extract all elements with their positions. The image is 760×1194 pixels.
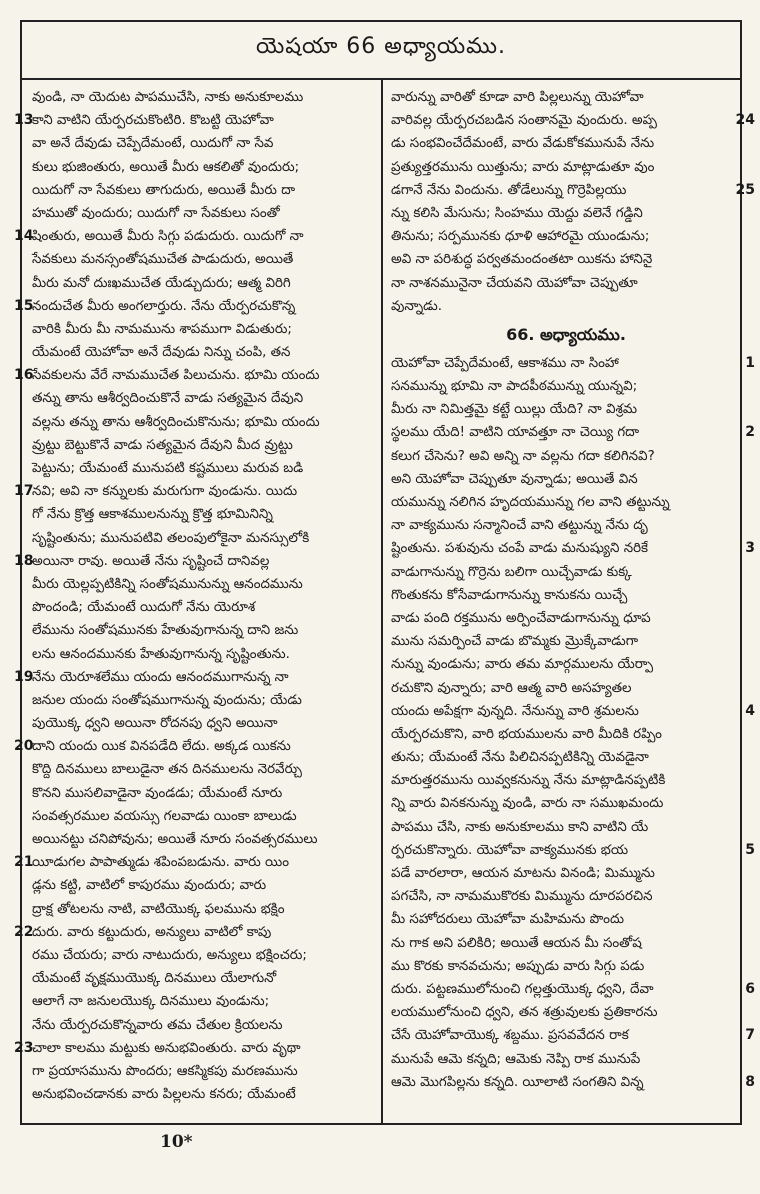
text-line bbox=[391, 537, 755, 560]
line-text: నేను యెరూశలేము యందు ఆనందముగానున్న నా bbox=[32, 669, 289, 685]
verse-number: 13 bbox=[14, 112, 34, 129]
text-line bbox=[391, 352, 755, 375]
text-line bbox=[14, 550, 378, 573]
verse-number: 4 bbox=[745, 702, 755, 719]
scripture-page bbox=[14, 20, 755, 1160]
text-line bbox=[391, 792, 741, 815]
text-line bbox=[28, 202, 378, 225]
text-line bbox=[391, 132, 741, 155]
line-text: పగచేసి, నా నామముకొరకు మిమ్మును దూరపరచిన bbox=[391, 889, 653, 905]
line-text: నేను యేర్పరచుకొన్నవారు తమ చేతుల క్రియలను bbox=[32, 1017, 283, 1033]
text-line bbox=[391, 932, 741, 955]
text-line bbox=[28, 179, 378, 202]
line-text: అయినా రావు. అయితే నేను సృష్టించే దానివల్ల bbox=[32, 553, 270, 569]
line-text: మారుత్తరమును యివ్వకనున్ను నేను మాట్లాడినప్పటికి bbox=[391, 773, 666, 789]
line-text: పొందండి; యేమంటే యిదుగో నేను యెరూశ bbox=[32, 600, 256, 616]
line-text: వాడు పంది రక్తమును అర్పించేవాడుగానున్ను ధూప bbox=[391, 610, 651, 626]
line-text: గో నేను క్రొత్త ఆకాశములనున్ను క్రొత్త భూమినిన్ని bbox=[32, 507, 273, 523]
text-line bbox=[391, 491, 741, 514]
verse-number: 8 bbox=[745, 1073, 755, 1090]
text-line bbox=[28, 86, 378, 109]
right-column-bottom bbox=[391, 352, 755, 1094]
line-text: పుయొక్క ధ్వని అయినా రోదనపు ధ్వని అయినా bbox=[32, 716, 278, 732]
text-line bbox=[14, 295, 378, 318]
line-text: సృష్టింతును; మునుపటివి తలంపులోకైనా మనస్సులోకి bbox=[32, 530, 310, 546]
line-text: దురు. పట్టణములోనుంచి గల్లత్తుయొక్క ధ్వని, దేవా bbox=[391, 981, 654, 997]
text-line bbox=[391, 746, 741, 769]
line-text: కొనని ముసలివాడైనా వుండడు; యేమంటే నూరు bbox=[32, 785, 283, 801]
verse-number: 5 bbox=[745, 841, 755, 858]
text-line bbox=[14, 921, 378, 944]
line-text: తును; యేమంటే నేను పిలిచినప్పటికిన్ని యెవడైనా bbox=[391, 750, 649, 766]
line-text: లయములోనుంచి ధ్వని, తన శత్రువులకు ప్రతికారను bbox=[391, 1005, 658, 1021]
line-text: వారివల్ల యేర్పరచబడిన సంతానమై వుందురు. అప్ప bbox=[391, 113, 657, 129]
text-line bbox=[14, 364, 378, 387]
text-line bbox=[28, 758, 378, 781]
line-text: డగానే నేను విందును. తోడేలున్ను గొర్రెపిల్లయు bbox=[391, 182, 627, 198]
text-line bbox=[391, 955, 741, 978]
line-text: సేవకులను వేరే నామముచేత పిలుచును. భూమి యందు bbox=[32, 368, 320, 384]
text-line bbox=[391, 202, 741, 225]
line-text: యేర్పరచుకొని, వారి భయములను వారి మీదికి రప్పిం bbox=[391, 726, 662, 742]
line-text: అవి నా పరిశుద్ధ పర్వతమందంతటా యికను హానినై bbox=[391, 252, 653, 268]
line-text: యందు అపేక్షగా వున్నది. నేనున్ను వారి శ్రమలను bbox=[391, 703, 639, 719]
text-line bbox=[391, 816, 741, 839]
line-text: యెహోవా చెప్పేదేమంటే, ఆకాశము నా సింహా bbox=[391, 355, 619, 371]
text-line bbox=[14, 109, 378, 132]
text-line bbox=[391, 561, 741, 584]
line-text: అయినట్టు చనిపోవును; అయితే నూరు సంవత్సరములు bbox=[32, 832, 318, 847]
text-line bbox=[391, 421, 755, 444]
text-line bbox=[391, 1024, 755, 1047]
line-text: ఆమె మొగపిల్లను కన్నది. యీలాటి సంగతిని విన్న bbox=[391, 1074, 644, 1090]
line-text: దురు. వారు కట్టుదురు, అన్యులు వాటిలో కాపు bbox=[32, 924, 272, 940]
text-line bbox=[391, 272, 741, 295]
text-line bbox=[28, 874, 378, 897]
text-line bbox=[391, 375, 741, 398]
line-text: వల్లను తన్ను తాను ఆశీర్వదించుకొనును; భూమి యందు bbox=[32, 414, 320, 430]
text-line bbox=[28, 712, 378, 735]
text-line bbox=[391, 468, 741, 491]
line-text: సనమున్ను భూమి నా పాదపీఠమున్ను యున్నవి; bbox=[391, 379, 638, 395]
line-text: అని యెహోవా చెప్పుతూ వున్నాడు; అయితే విన bbox=[391, 471, 638, 487]
verse-number: 23 bbox=[14, 1039, 34, 1056]
line-text: గా ప్రయాసమును పొందరు; ఆకస్మికపు మరణమును bbox=[32, 1063, 298, 1079]
left-column bbox=[14, 86, 378, 1106]
text-line bbox=[28, 782, 378, 805]
line-text: ద్రాక్ష తోటలను నాటి, వాటియొక్క ఫలమును భక్షిం bbox=[32, 901, 285, 917]
line-text: తన్ను తాను ఆశీర్వదించుకొనే వాడు సత్యమైన దేవుని bbox=[32, 391, 304, 407]
text-line bbox=[391, 723, 741, 746]
line-text: ను గాక అని పలికిరి; అయితే ఆయన మీ సంతోష bbox=[391, 935, 642, 951]
text-line bbox=[28, 132, 378, 155]
text-line bbox=[28, 411, 378, 434]
text-line bbox=[28, 619, 378, 642]
line-text: పాపము చేసి, నాకు అనుకూలము కాని వాటిని యే bbox=[391, 819, 649, 835]
line-text: నా వాక్యమును సన్మానించే వాని తట్టున్ను నేను దృ bbox=[391, 518, 648, 534]
line-text: వున్నాడు. bbox=[391, 298, 442, 314]
text-line bbox=[14, 851, 378, 874]
text-line bbox=[391, 769, 741, 792]
line-text: డ్లను కట్టి, వాటిలో కాపురము వుందురు; వారు bbox=[32, 878, 267, 894]
text-line bbox=[28, 1014, 378, 1037]
text-line bbox=[391, 109, 755, 132]
line-text: అనుభవించడానకు వారు పిల్లలను కనరు; యేమంటే bbox=[32, 1087, 296, 1103]
text-line bbox=[391, 839, 755, 862]
verse-number: 22 bbox=[14, 923, 34, 940]
line-text: షింతురు, అయితే మీరు సిగ్గు పడుదురు. యిదుగో నా bbox=[32, 229, 304, 245]
line-text: వా అనే దేవుడు చెప్పేదేమంటే, యిదుగో నా సేవ bbox=[32, 136, 274, 152]
line-text: సేవకులు మనస్సంతోషముచేత పాడుదురు, అయితే bbox=[32, 252, 294, 268]
line-text: వారున్ను వారితో కూడా వారి పిల్లలున్ను యెహోవా bbox=[391, 90, 644, 105]
line-text: ఆలాగే నా జనులయొక్క దినములు వుండును; bbox=[32, 994, 270, 1010]
text-line bbox=[391, 445, 741, 468]
text-line bbox=[391, 1048, 741, 1071]
text-line bbox=[14, 735, 378, 758]
line-text: నందుచేత మీరు అంగలార్తురు. నేను యేర్పరచుకొన్న bbox=[32, 298, 296, 314]
text-line bbox=[391, 885, 741, 908]
line-text: పడే వారలారా, ఆయన మాటను వినండి; మిమ్మును bbox=[391, 866, 655, 881]
text-line bbox=[28, 828, 378, 851]
text-line bbox=[28, 967, 378, 990]
verse-number: 15 bbox=[14, 297, 34, 314]
text-line bbox=[28, 990, 378, 1013]
verse-number: 20 bbox=[14, 738, 34, 755]
text-line bbox=[28, 1083, 378, 1106]
text-line bbox=[28, 596, 378, 619]
text-line bbox=[28, 248, 378, 271]
text-line bbox=[391, 225, 741, 248]
right-column-top bbox=[391, 86, 755, 318]
line-text: ప్రత్యుత్తరమును యిత్తును; వారు మాట్లాడుతూ వుం bbox=[391, 159, 655, 175]
text-line bbox=[391, 653, 741, 676]
text-line bbox=[391, 86, 741, 109]
verse-number: 21 bbox=[14, 854, 34, 871]
verse-number: 19 bbox=[14, 668, 34, 685]
verse-number: 16 bbox=[14, 367, 34, 384]
text-line bbox=[391, 295, 741, 318]
text-line bbox=[28, 689, 378, 712]
text-line bbox=[28, 643, 378, 666]
text-line bbox=[391, 700, 755, 723]
text-line bbox=[391, 908, 741, 931]
line-text: హముతో వుందురు; యిదుగో నా సేవకులు సంతో bbox=[32, 205, 280, 221]
text-line bbox=[391, 398, 741, 421]
text-line bbox=[391, 1071, 755, 1094]
text-line bbox=[28, 527, 378, 550]
text-line bbox=[28, 944, 378, 967]
text-line bbox=[391, 1001, 741, 1024]
line-text: స్థలము యేది! వాటిని యావత్తూ నా చెయ్యి గదా bbox=[391, 425, 640, 441]
line-text: పెట్టును; యేమంటే మునుపటి కష్టములు మరువ బడి bbox=[32, 461, 304, 476]
line-text: దాని యందు యిక వినపడేది లేదు. అక్కడ యికను bbox=[32, 739, 291, 755]
line-text: కొద్ది దినములు బాలుడైనా తన దినములను నెరవేర్చు bbox=[32, 762, 302, 778]
text-line bbox=[391, 248, 741, 271]
verse-number: 25 bbox=[735, 181, 755, 198]
line-text: మీరు యెల్లప్పటికిన్ని సంతోషమునున్ను ఆనందమును bbox=[32, 576, 303, 592]
line-text: న్ను కలిసి మేసును; సింహము యెద్దు వలెనే గడ్డిని bbox=[391, 205, 643, 221]
text-line bbox=[14, 666, 378, 689]
line-text: డు సంభవించేదేమంటే, వారు వేడుకోకమునుపే నేను bbox=[391, 136, 655, 152]
line-text: సంవత్సరముల వయస్సు గలవాడు యింకా బాలుడు bbox=[32, 808, 297, 824]
line-text: వుండి, నా యెదుట పాపముచేసి, నాకు అనుకూలము bbox=[32, 90, 304, 105]
line-text: నవి; అవి నా కన్నులకు మరుగుగా వుండును. యిదు bbox=[32, 484, 298, 500]
text-line bbox=[391, 978, 755, 1001]
verse-number: 6 bbox=[745, 980, 755, 997]
text-line bbox=[28, 898, 378, 921]
line-text: వ్రుట్టు బెట్టుకొనే వాడు సత్యమైన దేవుని మీద వ్రుట్టు bbox=[32, 437, 293, 453]
text-line bbox=[28, 573, 378, 596]
line-text: యేమంటే యెహోవా అనే దేవుడు నిన్ను చంపి, తన bbox=[32, 345, 291, 361]
text-line bbox=[28, 1060, 378, 1083]
line-text: ర్పరచుకొన్నారు. యెహోవా వాక్యమునకు భయ bbox=[391, 842, 629, 858]
text-line bbox=[391, 514, 741, 537]
text-line bbox=[28, 156, 378, 179]
text-line bbox=[14, 225, 378, 248]
text-line bbox=[28, 503, 378, 526]
right-column bbox=[391, 86, 755, 1094]
line-text: జనుల యందు సంతోషముగానున్న వుందును; యేడు bbox=[32, 692, 302, 708]
column-divider bbox=[381, 80, 383, 1125]
chapter-heading: 66. అధ్యాయము. bbox=[506, 324, 626, 344]
line-text: నున్ను వుండును; వారు తమ మార్గములను యేర్పా bbox=[391, 657, 654, 673]
line-text: చాలా కాలము మట్టుకు అనుభవింతురు. వారు వృథా bbox=[32, 1040, 301, 1056]
line-text: న్ని వారు వినకనున్ను వుండి, వారు నా సముఖమందు bbox=[391, 796, 664, 812]
line-text: కలుగ చేసెను? అవి అన్ని నా వల్లను గదా కలిగినవి? bbox=[391, 448, 655, 464]
verse-number: 14 bbox=[14, 228, 34, 245]
text-line bbox=[391, 584, 741, 607]
line-text: రము చేయరు; వారు నాటుదురు, అన్యులు భక్షించరు; bbox=[32, 947, 307, 963]
verse-number: 24 bbox=[735, 112, 755, 129]
verse-number: 2 bbox=[745, 424, 755, 441]
line-text: యమున్ను నలిగిన హృదయమున్ను గల వాని తట్టున్ను bbox=[391, 495, 670, 510]
line-text: ము కొరకు కానవచును; అప్పుడు వారు సిగ్గు పడు bbox=[391, 958, 645, 974]
line-text: కాని వాటిని యేర్పరచుకొంటిరి. కొబట్టి యెహోవా bbox=[32, 113, 274, 129]
verse-number: 7 bbox=[745, 1027, 755, 1044]
verse-number: 1 bbox=[745, 354, 755, 371]
line-text: లేమును సంతోషమునకు హేతువుగానున్న దాని జను bbox=[32, 623, 299, 639]
line-text: ష్టింతును. పశువును చంపే వాడు మనుష్యుని నరికే bbox=[391, 541, 649, 557]
text-line bbox=[14, 1037, 378, 1060]
text-line bbox=[28, 318, 378, 341]
line-text: మునుపే ఆమె కన్నది; ఆమెకు నెప్పి రాక మునుపే bbox=[391, 1051, 641, 1067]
line-text: యీడుగల పాపాత్ముడు శపింపబడును. వారు యిం bbox=[32, 855, 290, 871]
verse-number: 17 bbox=[14, 483, 34, 500]
verse-number: 18 bbox=[14, 552, 34, 569]
line-text: నా నాశనమునైనా చేయవని యెహోవా చెప్పుతూ bbox=[391, 275, 638, 291]
text-line bbox=[28, 457, 378, 480]
line-text: కులు భుజింతురు, అయితే మీరు ఆకలితో వుందురు; bbox=[32, 159, 300, 175]
text-line bbox=[391, 677, 741, 700]
text-line bbox=[14, 480, 378, 503]
text-line bbox=[28, 341, 378, 364]
verse-number: 3 bbox=[745, 540, 755, 557]
line-text: చేసే యెహోవాయొక్క శబ్దము. ప్రసవవేదన రాక bbox=[391, 1028, 629, 1044]
line-text: వారికి మీరు మీ నామమును శాపముగా విడుతురు; bbox=[32, 321, 292, 337]
line-text: యిదుగో నా సేవకులు తాగుదురు, అయితే మీరు దా bbox=[32, 182, 296, 198]
text-line bbox=[28, 434, 378, 457]
line-text: మీరు నా నిమిత్తమై కట్టే యిల్లు యేది? నా విశ్రమ bbox=[391, 402, 638, 418]
line-text: లను ఆనందమునకు హేతువుగానున్న సృష్టింతును. bbox=[32, 646, 290, 662]
line-text: తినును; సర్పమునకు ధూళి ఆహారమై యుండును; bbox=[391, 229, 650, 245]
text-line bbox=[391, 862, 741, 885]
line-text: మును సమర్పించే వాడు బొమ్మకు మ్రొక్కేవాడుగా bbox=[391, 634, 639, 650]
text-line bbox=[28, 387, 378, 410]
text-line bbox=[391, 179, 755, 202]
text-line bbox=[28, 805, 378, 828]
text-line bbox=[391, 630, 741, 653]
page-title: యెషయా 66 అధ్యాయము. bbox=[255, 34, 507, 59]
text-line bbox=[391, 607, 741, 630]
line-text: మీరు మనో దుఃఖముచేత యేడ్చుదురు; ఆత్మ విరిగి bbox=[32, 275, 291, 291]
text-line bbox=[391, 156, 741, 179]
line-text: గొంతుకను కోసేవాడుగానున్ను కానుకను యిచ్చే bbox=[391, 587, 628, 603]
line-text: మీ సహోదరులు యెహోవా మహిమను పొందు bbox=[391, 912, 625, 928]
line-text: వాడుగానున్ను గొర్రెను బలిగా యిచ్చేవాడు కుక్క bbox=[391, 564, 632, 580]
signature-mark: 10* bbox=[160, 1132, 193, 1152]
line-text: యేమంటే వృక్షముయొక్క దినములు యేలాగునో bbox=[32, 971, 277, 987]
text-line bbox=[28, 272, 378, 295]
line-text: రచుకొని వున్నారు; వారి ఆత్మ వారి అసహ్యతల bbox=[391, 680, 632, 696]
page-header bbox=[20, 20, 742, 80]
